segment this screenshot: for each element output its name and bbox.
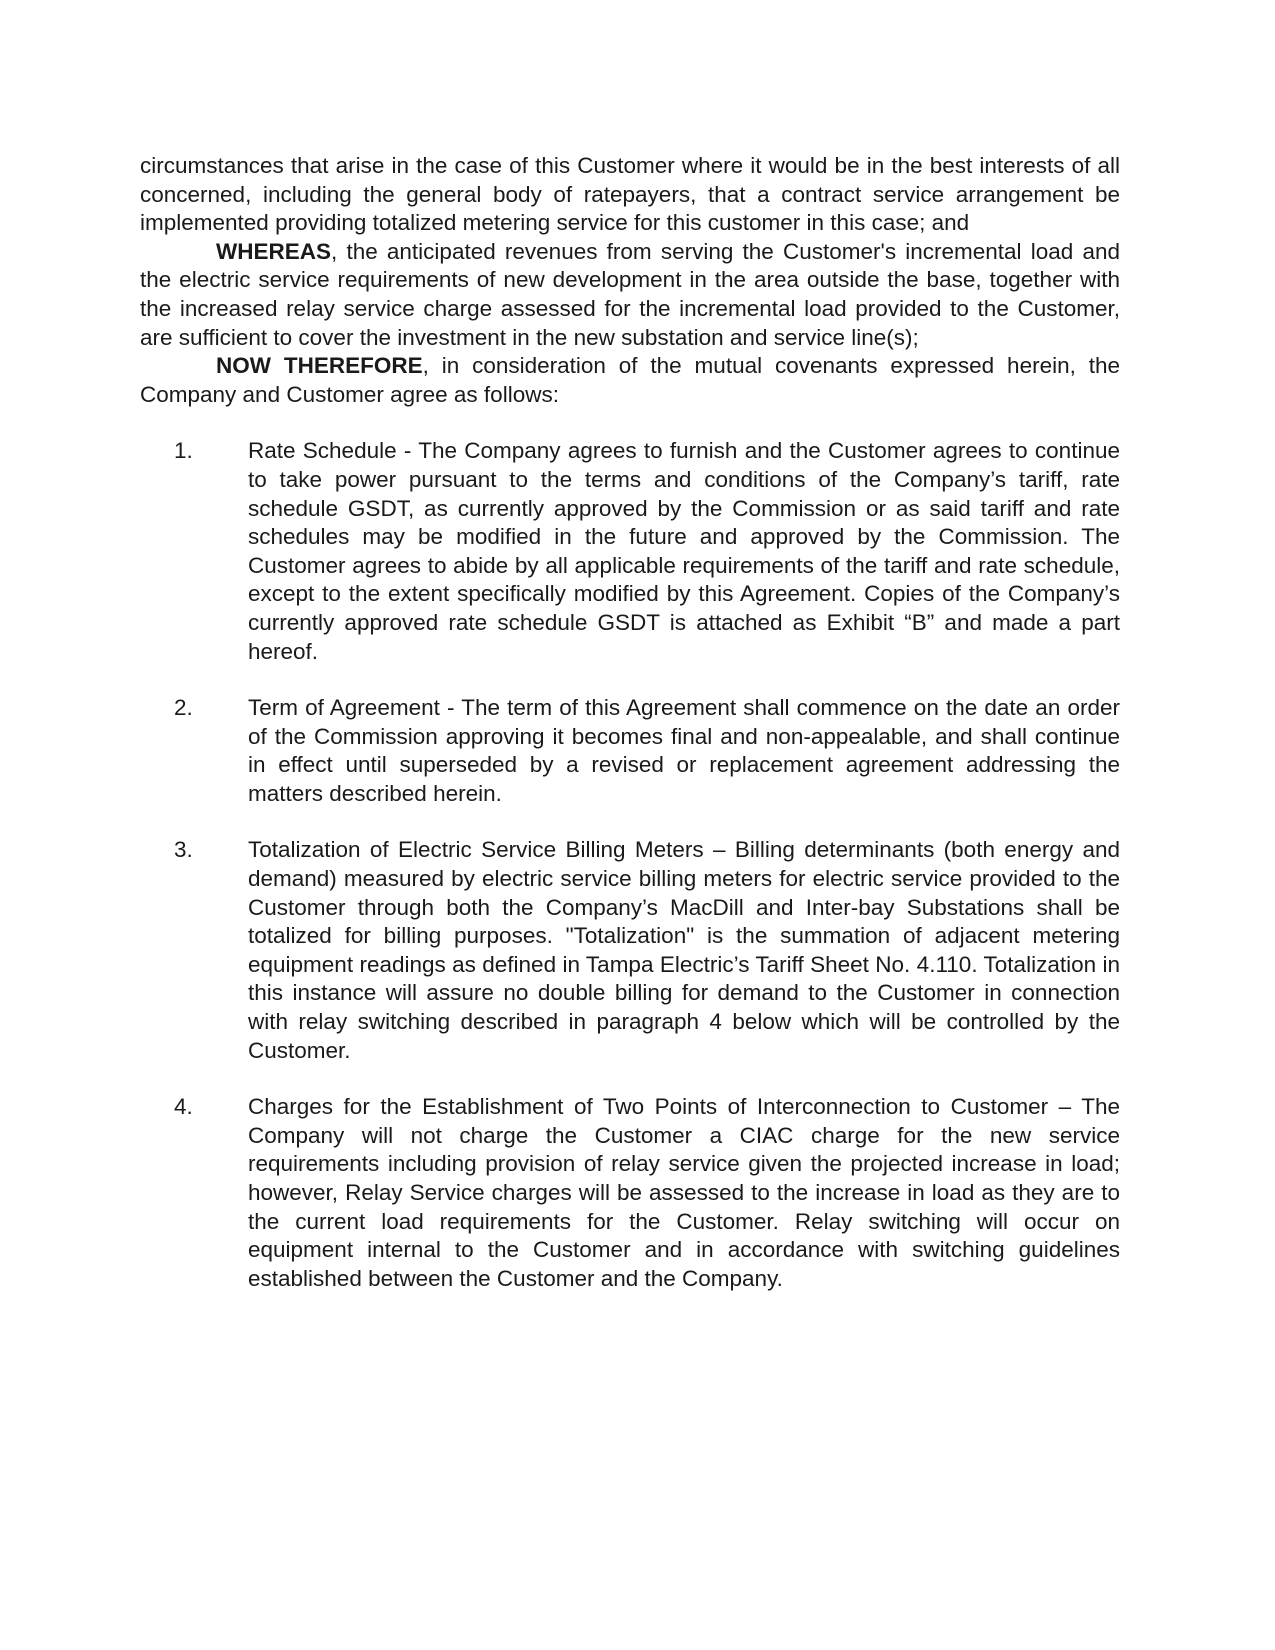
item-text-rate-schedule: Rate Schedule - The Company agrees to furnish and the Customer agrees to continue to take power pursuant to the terms and conditions of the Company’s tariff, rate schedule GSDT, as currently approved by the Commission or as said tariff and rate schedules may be modified in the future and approved by the Commission. The Customer agrees to abide by all applicable requirements of the tariff and rate schedule, except to the extent specifically modified by this Agreement. Copies of the Company’s currently approved rate schedule GSDT is attached as Exhibit “B” and made a part hereof. (248, 438, 1120, 664)
now-therefore-keyword: NOW THEREFORE (216, 353, 423, 379)
list-item (174, 1093, 1120, 1293)
paragraph-circumstances: circumstances that arise in the case of this Customer where it would be in the best interests of all concerned, including the general body of ratepayers, that a contract service arrangement be implemented providing totalized metering service for this customer in this case; and (140, 153, 1120, 236)
item-text-totalization: Totalization of Electric Service Billing Meters – Billing determinants (both energy and demand) measured by electric service billing meters for electric service provided to the Customer through both the Company’s MacDill and Inter-bay Substations shall be totalized for billing purposes. "Totalization" is the summation of adjacent metering equipment readings as defined in Tampa Electric’s Tariff Sheet No. 4.110. Totalization in this instance will assure no double billing for demand to the Customer in connection with relay switching described in paragraph 4 below which will be controlled by the Customer. (248, 837, 1120, 1063)
item-text-charges: Charges for the Establishment of Two Points of Interconnection to Customer – The Company will not charge the Customer a CIAC charge for the new service requirements including provision of relay service given the projected increase in load; however, Relay Service charges will be assessed to the increase in load as they are to the current load requirements for the Customer. Relay switching will occur on equipment internal to the Customer and in accordance with switching guidelines established between the Customer and the Company. (248, 1094, 1120, 1291)
now-therefore-text: , in consideration of the mutual covenants expressed herein, the Company and Customer agree as follows: (140, 353, 1120, 407)
item-number: 4. (174, 1094, 193, 1120)
agreement-terms-list (140, 437, 1120, 1293)
item-text-term-of-agreement: Term of Agreement - The term of this Agreement shall commence on the date an order of the Commission approving it becomes final and non-appealable, and shall continue in effect until superseded by a revised or replacement agreement addressing the matters described herein. (248, 695, 1120, 806)
list-item (174, 694, 1120, 808)
document-body (140, 152, 1120, 1293)
whereas-text: , the anticipated revenues from serving the Customer's incremental load and the electric service requirements of new development in the area outside the base, together with the increased relay service charge assessed for the incremental load provided to the Customer, are sufficient to cover the investment in the new substation and service line(s); (140, 238, 1120, 350)
list-item (174, 836, 1120, 1065)
list-item (174, 437, 1120, 666)
item-number: 1. (174, 438, 193, 464)
paragraph-now-therefore (140, 352, 1120, 409)
item-number: 2. (174, 695, 193, 721)
whereas-keyword: WHEREAS (216, 238, 332, 264)
item-number: 3. (174, 837, 193, 863)
paragraph-whereas (140, 238, 1120, 352)
